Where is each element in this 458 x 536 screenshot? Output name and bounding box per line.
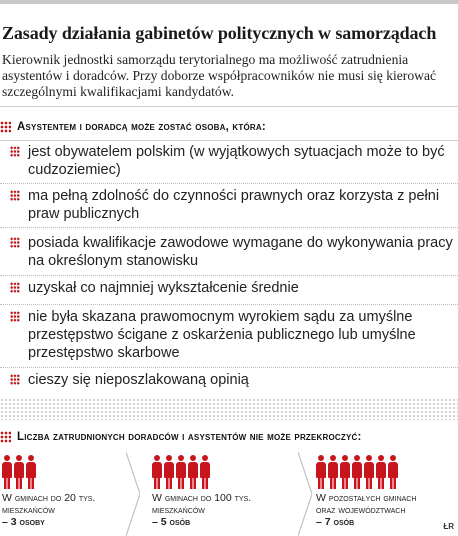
red-dot-grid-icon: [10, 282, 20, 293]
list-item: [0, 234, 458, 276]
person-icon: [388, 455, 398, 489]
person-icon: [364, 455, 374, 489]
group-caption-count: – 5 osób: [152, 516, 191, 528]
group-caption: [2, 492, 95, 528]
person-icon: [352, 455, 362, 489]
person-icon: [164, 455, 174, 489]
person-icon: [2, 455, 12, 489]
group-caption-line: W gminach do 100 tys.: [152, 492, 252, 504]
group-caption-line: oraz województwach: [316, 504, 406, 516]
section1-heading-text: Asystentem i doradcą może zostać osoba, która:: [17, 121, 266, 133]
person-icon: [376, 455, 386, 489]
red-dot-grid-icon: [10, 146, 20, 157]
people-group-5: [152, 455, 210, 491]
group-caption-line: mieszkańców: [2, 504, 55, 516]
list-item-text: nie była skazana prawomocnym wyrokiem sądu za umyślne przestępstwo ścigane z oskarżenia publicznego lub umyślne przestępstwo skarbowe: [28, 309, 416, 361]
list-item: [0, 187, 458, 228]
person-icon: [176, 455, 186, 489]
red-dot-grid-icon: [10, 311, 20, 322]
top-bar: [0, 0, 458, 4]
list-item: [0, 143, 458, 184]
page-title: Zasady działania gabinetów politycznych w samorządach: [2, 23, 437, 43]
divider: [0, 106, 458, 107]
person-icon: [188, 455, 198, 489]
group-caption: [316, 492, 416, 528]
red-dot-grid-icon: [0, 431, 11, 443]
chevron-right-icon: [126, 452, 140, 536]
group-caption-count: – 3 osoby: [2, 516, 45, 528]
chevron-right-icon: [298, 452, 312, 536]
list-item-text: uzyskał co najmniej wykształcenie średnie: [28, 280, 299, 296]
group-caption-line: W gminach do 20 tys.: [2, 492, 96, 504]
person-icon: [26, 455, 36, 489]
dotted-separator: [0, 398, 458, 420]
red-dot-grid-icon: [10, 374, 20, 385]
section2-heading-text: Liczba zatrudnionych doradców i asystentów nie może przekroczyć:: [17, 431, 362, 443]
divider: [0, 140, 458, 141]
list-item: [0, 279, 458, 305]
section1-heading: [0, 119, 266, 135]
person-icon: [340, 455, 350, 489]
person-icon: [200, 455, 210, 489]
red-dot-grid-icon: [10, 190, 20, 201]
person-icon: [328, 455, 338, 489]
list-item: [0, 308, 458, 368]
person-icon: [316, 455, 326, 489]
group-caption-line: W pozostałych gminach: [316, 492, 417, 504]
red-dot-grid-icon: [0, 121, 11, 133]
list-item-text: ma pełną zdolność do czynności prawnych oraz korzysta z pełni praw publicznych: [28, 188, 440, 222]
group-caption-count: – 7 osób: [316, 516, 355, 528]
intro-text: Kierownik jednostki samorządu terytorialnego ma możliwość zatrudnienia asystentów i doradców. Przy doborze współpracowników nie musi się kierować szczególnymi kwalifikacjami kandydatów.: [2, 52, 437, 99]
list-item-text: jest obywatelem polskim (w wyjątkowych sytuacjach może to być cudzoziemiec): [28, 144, 445, 178]
list-item: [0, 371, 458, 395]
group-caption-line: mieszkańców: [152, 504, 205, 516]
group-caption: [152, 492, 251, 528]
list-item-text: posiada kwalifikacje zawodowe wymagane do wykonywania pracy na określonym stanowisku: [28, 235, 453, 269]
person-icon: [14, 455, 24, 489]
people-group-7: [316, 455, 398, 491]
people-group-3: [2, 455, 36, 491]
author-credit: ŁR: [443, 522, 454, 531]
section2-heading: [0, 429, 362, 445]
list-item-text: cieszy się nieposzlakowaną opinią: [28, 372, 249, 388]
person-icon: [152, 455, 162, 489]
red-dot-grid-icon: [10, 237, 20, 248]
